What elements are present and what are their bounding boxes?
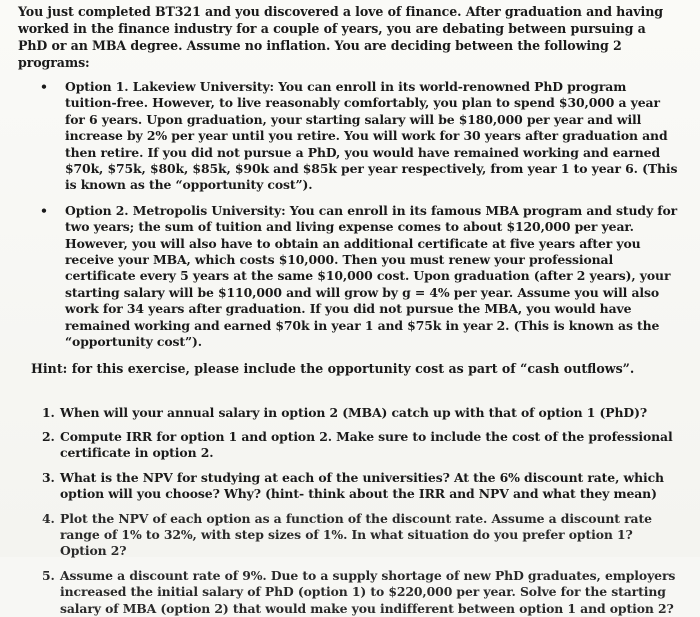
question-text: Assume a discount rate of 9%. Due to a supply shortage of new PhD graduates, employers increased the initial salary of PhD (option 1) to $220,000 per year. Solve for the starting salary of MBA (option 2) that would make you indifferent between option 1 and option 2? — [60, 567, 676, 616]
question-item-1 — [18, 405, 678, 421]
question-number: 1. — [42, 404, 55, 420]
question-item-5 — [18, 568, 678, 617]
question-item-2 — [18, 429, 678, 462]
bullet-icon: • — [40, 202, 48, 218]
questions-list — [18, 405, 678, 617]
question-number: 3. — [42, 469, 55, 485]
question-number: 5. — [42, 567, 55, 583]
question-item-4 — [18, 511, 678, 560]
question-item-3 — [18, 470, 678, 503]
hint-text: Hint: for this exercise, please include the opportunity cost as part of “cash outflows”. — [31, 360, 635, 376]
question-text: Compute IRR for option 1 and option 2. Make sure to include the cost of the professional certificate in option 2. — [60, 428, 673, 461]
program-options-list — [18, 79, 678, 351]
question-number: 4. — [42, 510, 55, 526]
bullet-icon: • — [40, 79, 48, 94]
question-number: 2. — [42, 428, 55, 444]
question-text: What is the NPV for studying at each of the universities? At the 6% discount rate, which option will you choose? Why? (hint- think about the IRR and NPV and what they mean) — [60, 469, 664, 502]
question-text: When will your annual salary in option 2 (MBA) catch up with that of option 1 (PhD)? — [60, 404, 647, 420]
option-item-2 — [18, 203, 678, 351]
option-text: Option 1. Lakeview University: You can enroll in its world-renowned PhD program tuition-free. However, to live reasonably comfortably, you plan to spend $30,000 a year for 6 years. Upon graduation, your starting salary will be $180,000 per year and will increase by 2% per year until you retire. You will work for 30 years after graduation and then retire. If you did not pursue a PhD, you would have remained working and earned $70k, $75k, $80k, $85k, $90k and $85k per year respectively, from year 1 to year 6. (This is known as the “opportunity cost”). — [65, 79, 678, 193]
option-item-1 — [18, 79, 678, 194]
intro-paragraph: You just completed BT321 and you discovered a love of finance. After graduation and having worked in the finance industry for a couple of years, you are debating between pursuing a PhD or an MBA degree. Assume no inflation. You are deciding between the following 2 programs: — [18, 4, 663, 70]
question-text: Plot the NPV of each option as a function of the discount rate. Assume a discount rate range of 1% to 32%, with step sizes of 1%. In what situation do you prefer option 1? Option 2? — [60, 510, 652, 559]
option-text: Option 2. Metropolis University: You can enroll in its famous MBA program and study for two years; the sum of tuition and living expense comes to about $120,000 per year. However, you will also have to obtain an additional certificate at five years after you receive your MBA, which costs $10,000. Then you must renew your professional certificate every 5 years at the same $10,000 cost. Upon graduation (after 2 years), your starting salary will be $110,000 and will grow by g = 4% per year. Assume you will also work for 34 years after graduation. If you did not pursue the MBA, you would have remained working and earned $70k in year 1 and $75k in year 2. (This is known as the “opportunity cost”). — [65, 202, 678, 350]
